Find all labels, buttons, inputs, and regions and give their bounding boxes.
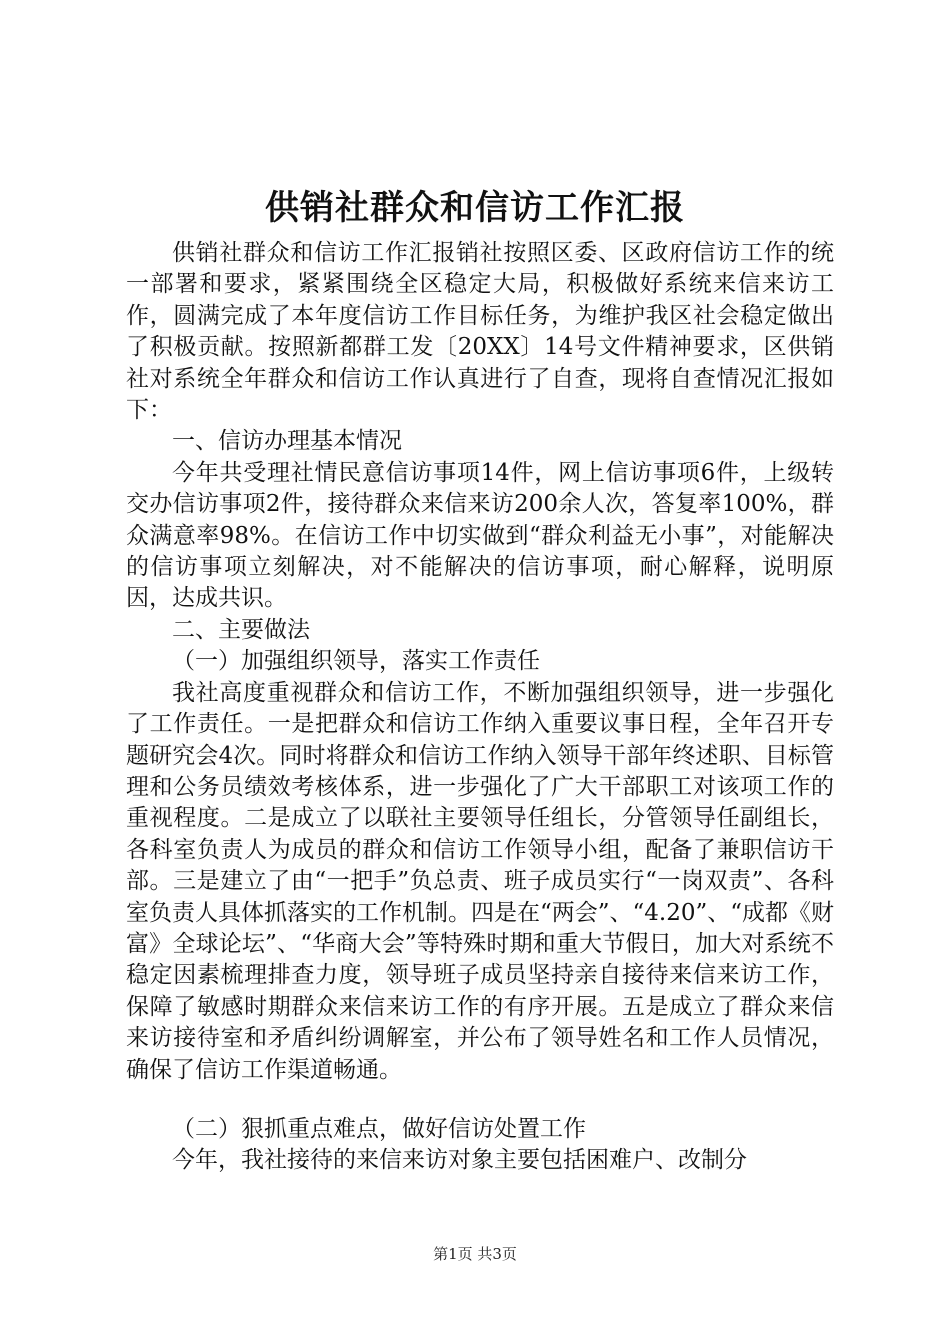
section-heading-1: 一、信访办理基本情况 (172, 428, 402, 455)
paragraph-spacer (126, 1086, 834, 1114)
document-title: 供销社群众和信访工作汇报 (265, 188, 685, 228)
subsection-1-paragraph: 我社高度重视群众和信访工作，不断加强组织领导，进一步强化了工作责任。一是把群众和信访工作纳入重要议事日程，全年召开专题研究会4次。同时将群众和信访工作纳入领导干部年终述职、目标管理和公务员绩效考核体系，进一步强化了广大干部职工对该项工作的重视程度。二是成立了以联社主要领导任组长，分管领导任副组长，各科室负责人为成员的群众和信访工作领导小组，配备了兼职信访干部。三是建立了由“一把手”负总责、班子成员实行“一岗双责”、各科室负责人具体抓落实的工作机制。四是在“两会”、“4.20”、“成都《财富》全球论坛”、“华商大会”等特殊时期和重大节假日，加大对系统不稳定因素梳理排查力度，领导班子成员坚持亲自接待来信来访工作，保障了敏感时期群众来信来访工作的有序开展。五是成立了群众来信来访接待室和矛盾纠纷调解室，并公布了领导姓名和工作人员情况，确保了信访工作渠道畅通。 (126, 679, 835, 1083)
intro-paragraph: 供销社群众和信访工作汇报销社按照区委、区政府信访工作的统一部署和要求，紧紧围绕全区稳定大局，积极做好系统来信来访工作，圆满完成了本年度信访工作目标任务，为维护我区社会稳定做出了积极贡献。按照新都群工发〔20XX〕14号文件精神要求，区供销社对系统全年群众和信访工作认真进行了自查，现将自查情况汇报如下： (126, 240, 834, 424)
subsection-heading-1: （一）加强组织领导，落实工作责任 (172, 648, 540, 675)
document-body (126, 238, 834, 1177)
subsection-2-paragraph: 今年，我社接待的来信来访对象主要包括困难户、改制分 (172, 1147, 747, 1174)
section-heading-2: 二、主要做法 (172, 616, 310, 643)
subsection-heading-2: （二）狠抓重点难点，做好信访处置工作 (172, 1115, 586, 1142)
section-1-paragraph: 今年共受理社情民意信访事项14件，网上信访事项6件，上级转交办信访事项2件，接待群众来信来访200余人次，答复率100%，群众满意率98%。在信访工作中切实做到“群众利益无小事”，对能解决的信访事项立刻解决，对不能解决的信访事项，耐心解释，说明原因，达成共识。 (126, 459, 834, 612)
page-number-footer: 第1页 共3页 (433, 1245, 517, 1263)
